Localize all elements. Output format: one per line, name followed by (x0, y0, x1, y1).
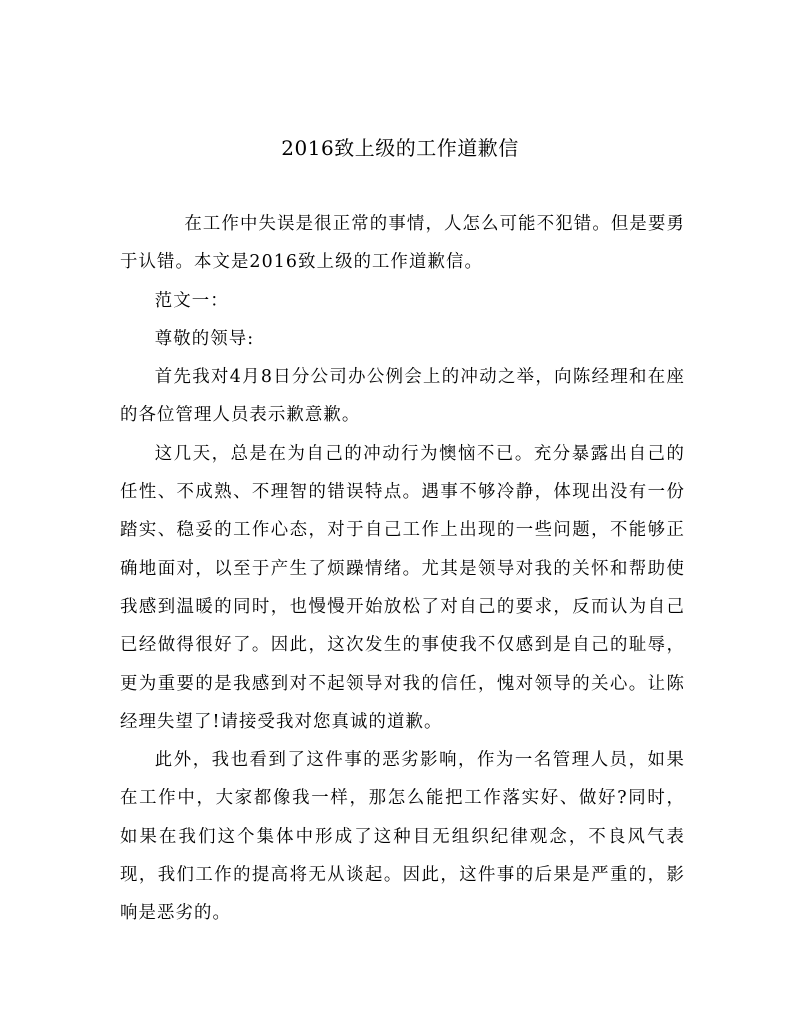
salutation: 尊敬的领导: (154, 328, 255, 349)
body-paragraph: 此外，我也看到了这件事的恶劣影响，作为一名管理人员，如果在工作中，大家都像我一样，那怎么能把工作落实好、做好?同时，如果在我们这个集体中形成了这种目无组织纪律观念，不良风气表现，我们工作的提高将无从谈起。因此，这件事的后果是严重的，影响是恶劣的。 (120, 750, 685, 924)
body-paragraph: 这几天，总是在为自己的冲动行为懊恼不已。充分暴露出自己的任性、不成熟、不理智的错误特点。遇事不够冷静，体现出没有一份踏实、稳妥的工作心态，对于自己工作上出现的一些问题，不能够正确地面对，以至于产生了烦躁情绪。尤其是领导对我的关怀和帮助使我感到温暖的同时，也慢慢开始放松了对自己的要求，反而认为自己已经做得很好了。因此，这次发生的事使我不仅感到是自己的耻辱，更为重要的是我感到对不起领导对我的信任，愧对领导的关心。让陈经理失望了!请接受我对您真诚的道歉。 (120, 443, 685, 732)
document-body (120, 205, 685, 933)
sample-heading: 范文一： (154, 290, 229, 311)
intro-paragraph: 在工作中失误是很正常的事情，人怎么可能不犯错。但是要勇于认错。本文是2016致上级的工作道歉信。 (120, 214, 685, 273)
document-title: 2016致上级的工作道歉信 (281, 136, 519, 160)
body-paragraph: 首先我对4月8日分公司办公例会上的冲动之举，向陈经理和在座的各位管理人员表示歉意歉。 (120, 367, 685, 426)
